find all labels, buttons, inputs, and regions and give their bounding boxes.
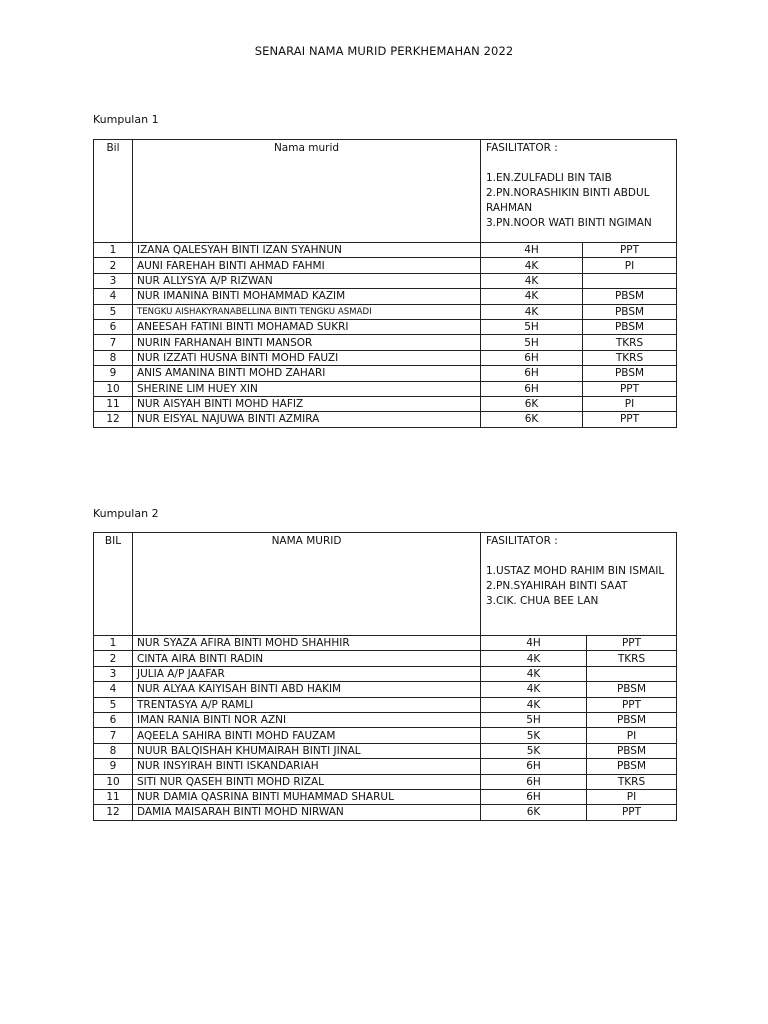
row-number: 4 bbox=[94, 682, 133, 697]
row-number: 5 bbox=[94, 697, 133, 712]
table-row bbox=[94, 243, 677, 258]
row-number: 9 bbox=[94, 366, 133, 381]
student-name: JULIA A/P JAAFAR bbox=[133, 666, 481, 681]
student-unit: PBSM bbox=[587, 682, 677, 697]
student-unit: PI bbox=[583, 396, 677, 411]
table-row bbox=[94, 789, 677, 804]
student-name: NUR SYAZA AFIRA BINTI MOHD SHAHHIR bbox=[133, 636, 481, 651]
table-row bbox=[94, 304, 677, 319]
student-name: NUR ALYAA KAIYISAH BINTI ABD HAKIM bbox=[133, 682, 481, 697]
row-number: 5 bbox=[94, 304, 133, 319]
student-class: 6H bbox=[481, 789, 587, 804]
student-name: DAMIA MAISARAH BINTI MOHD NIRWAN bbox=[133, 805, 481, 820]
student-name: SITI NUR QASEH BINTI MOHD RIZAL bbox=[133, 774, 481, 789]
student-class: 4K bbox=[481, 682, 587, 697]
table-row bbox=[94, 712, 677, 727]
student-name: TRENTASYA A/P RAMLI bbox=[133, 697, 481, 712]
table-row bbox=[94, 412, 677, 427]
student-class: 6H bbox=[481, 381, 583, 396]
student-class: 5H bbox=[481, 335, 583, 350]
row-number: 12 bbox=[94, 412, 133, 427]
header-name: Nama murid bbox=[133, 140, 481, 243]
row-number: 7 bbox=[94, 335, 133, 350]
student-unit: PBSM bbox=[587, 759, 677, 774]
student-name: IZANA QALESYAH BINTI IZAN SYAHNUN bbox=[133, 243, 481, 258]
header-name: NAMA MURID bbox=[133, 533, 481, 636]
student-class: 4K bbox=[481, 289, 583, 304]
student-class: 6K bbox=[481, 805, 587, 820]
student-class: 5K bbox=[481, 743, 587, 758]
table-header-row bbox=[94, 533, 677, 636]
student-class: 5H bbox=[481, 712, 587, 727]
table-row bbox=[94, 636, 677, 651]
student-class: 4K bbox=[481, 258, 583, 273]
student-class: 5H bbox=[481, 319, 583, 334]
row-number: 11 bbox=[94, 789, 133, 804]
student-name: NURIN FARHANAH BINTI MANSOR bbox=[133, 335, 481, 350]
student-class: 6H bbox=[481, 350, 583, 365]
student-name: NUR AISYAH BINTI MOHD HAFIZ bbox=[133, 396, 481, 411]
facilitator-name: 1.EN.ZULFADLI BIN TAIB bbox=[486, 172, 612, 184]
row-number: 7 bbox=[94, 728, 133, 743]
facilitator-title: FASILITATOR : bbox=[486, 535, 558, 547]
student-unit: PI bbox=[587, 789, 677, 804]
student-class: 5K bbox=[481, 728, 587, 743]
row-number: 1 bbox=[94, 243, 133, 258]
group-2-table bbox=[93, 532, 677, 821]
student-class: 4K bbox=[481, 666, 587, 681]
facilitator-name: 2.PN.SYAHIRAH BINTI SAAT bbox=[486, 580, 628, 592]
student-name: ANIS AMANINA BINTI MOHD ZAHARI bbox=[133, 366, 481, 381]
student-unit: PBSM bbox=[583, 319, 677, 334]
row-number: 6 bbox=[94, 319, 133, 334]
facilitator-cell bbox=[481, 533, 677, 636]
row-number: 1 bbox=[94, 636, 133, 651]
table-row bbox=[94, 682, 677, 697]
student-unit: PPT bbox=[587, 697, 677, 712]
student-unit: PBSM bbox=[583, 304, 677, 319]
student-unit bbox=[583, 273, 677, 288]
row-number: 11 bbox=[94, 396, 133, 411]
student-unit: PBSM bbox=[587, 743, 677, 758]
student-name: AQEELA SAHIRA BINTI MOHD FAUZAM bbox=[133, 728, 481, 743]
row-number: 6 bbox=[94, 712, 133, 727]
student-name: IMAN RANIA BINTI NOR AZNI bbox=[133, 712, 481, 727]
table-row bbox=[94, 350, 677, 365]
group-1-table bbox=[93, 139, 677, 428]
student-unit: TKRS bbox=[587, 651, 677, 666]
student-unit: PPT bbox=[587, 805, 677, 820]
header-bil: BIL bbox=[94, 533, 133, 636]
table-row bbox=[94, 759, 677, 774]
table-row bbox=[94, 651, 677, 666]
table-row bbox=[94, 728, 677, 743]
table-row bbox=[94, 366, 677, 381]
table-row bbox=[94, 666, 677, 681]
student-name: NUR IZZATI HUSNA BINTI MOHD FAUZI bbox=[133, 350, 481, 365]
student-class: 4H bbox=[481, 243, 583, 258]
table-row bbox=[94, 273, 677, 288]
table-row bbox=[94, 335, 677, 350]
facilitator-name: 1.USTAZ MOHD RAHIM BIN ISMAIL bbox=[486, 565, 665, 577]
student-class: 6H bbox=[481, 366, 583, 381]
table-row bbox=[94, 258, 677, 273]
student-name: NUR EISYAL NAJUWA BINTI AZMIRA bbox=[133, 412, 481, 427]
student-name: AUNI FAREHAH BINTI AHMAD FAHMI bbox=[133, 258, 481, 273]
facilitator-title: FASILITATOR : bbox=[486, 142, 558, 154]
facilitator-name: 3.CIK. CHUA BEE LAN bbox=[486, 595, 599, 607]
student-unit: PBSM bbox=[587, 712, 677, 727]
table-row bbox=[94, 774, 677, 789]
student-unit: TKRS bbox=[583, 335, 677, 350]
student-unit: TKRS bbox=[583, 350, 677, 365]
table-row bbox=[94, 743, 677, 758]
student-unit: PPT bbox=[587, 636, 677, 651]
row-number: 8 bbox=[94, 350, 133, 365]
row-number: 10 bbox=[94, 381, 133, 396]
student-name: TENGKU AISHAKYRANABELLINA BINTI TENGKU ASMADI bbox=[133, 304, 481, 319]
group-2-label: Kumpulan 2 bbox=[93, 507, 159, 520]
student-unit: PPT bbox=[583, 243, 677, 258]
facilitator-name: 3.PN.NOOR WATI BINTI NGIMAN bbox=[486, 217, 652, 229]
facilitator-cell bbox=[481, 140, 677, 243]
student-class: 4K bbox=[481, 304, 583, 319]
student-name: NUUR BALQISHAH KHUMAIRAH BINTI JINAL bbox=[133, 743, 481, 758]
table-row bbox=[94, 319, 677, 334]
student-class: 6H bbox=[481, 774, 587, 789]
facilitator-name: 2.PN.NORASHIKIN BINTI ABDUL RAHMAN bbox=[486, 187, 650, 214]
student-unit: PI bbox=[583, 258, 677, 273]
table-row bbox=[94, 805, 677, 820]
row-number: 8 bbox=[94, 743, 133, 758]
row-number: 9 bbox=[94, 759, 133, 774]
student-unit bbox=[587, 666, 677, 681]
student-class: 6H bbox=[481, 759, 587, 774]
table-row bbox=[94, 697, 677, 712]
student-name: NUR ALLYSYA A/P RIZWAN bbox=[133, 273, 481, 288]
student-unit: PPT bbox=[583, 412, 677, 427]
student-name: NUR INSYIRAH BINTI ISKANDARIAH bbox=[133, 759, 481, 774]
student-class: 4K bbox=[481, 651, 587, 666]
row-number: 10 bbox=[94, 774, 133, 789]
student-class: 6K bbox=[481, 412, 583, 427]
student-class: 6K bbox=[481, 396, 583, 411]
table-row bbox=[94, 381, 677, 396]
student-name: CINTA AIRA BINTI RADIN bbox=[133, 651, 481, 666]
header-bil: Bil bbox=[94, 140, 133, 243]
student-name: NUR IMANINA BINTI MOHAMMAD KAZIM bbox=[133, 289, 481, 304]
student-class: 4K bbox=[481, 697, 587, 712]
row-number: 3 bbox=[94, 666, 133, 681]
row-number: 3 bbox=[94, 273, 133, 288]
student-unit: PI bbox=[587, 728, 677, 743]
row-number: 2 bbox=[94, 651, 133, 666]
student-unit: PBSM bbox=[583, 366, 677, 381]
student-name: NUR DAMIA QASRINA BINTI MUHAMMAD SHARUL bbox=[133, 789, 481, 804]
student-name: SHERINE LIM HUEY XIN bbox=[133, 381, 481, 396]
table-header-row bbox=[94, 140, 677, 243]
student-unit: PBSM bbox=[583, 289, 677, 304]
table-row bbox=[94, 289, 677, 304]
row-number: 2 bbox=[94, 258, 133, 273]
student-unit: TKRS bbox=[587, 774, 677, 789]
student-name: ANEESAH FATINI BINTI MOHAMAD SUKRI bbox=[133, 319, 481, 334]
group-1-label: Kumpulan 1 bbox=[93, 113, 159, 126]
student-unit: PPT bbox=[583, 381, 677, 396]
student-class: 4K bbox=[481, 273, 583, 288]
row-number: 4 bbox=[94, 289, 133, 304]
table-row bbox=[94, 396, 677, 411]
document-title: SENARAI NAMA MURID PERKHEMAHAN 2022 bbox=[254, 44, 514, 58]
student-class: 4H bbox=[481, 636, 587, 651]
row-number: 12 bbox=[94, 805, 133, 820]
